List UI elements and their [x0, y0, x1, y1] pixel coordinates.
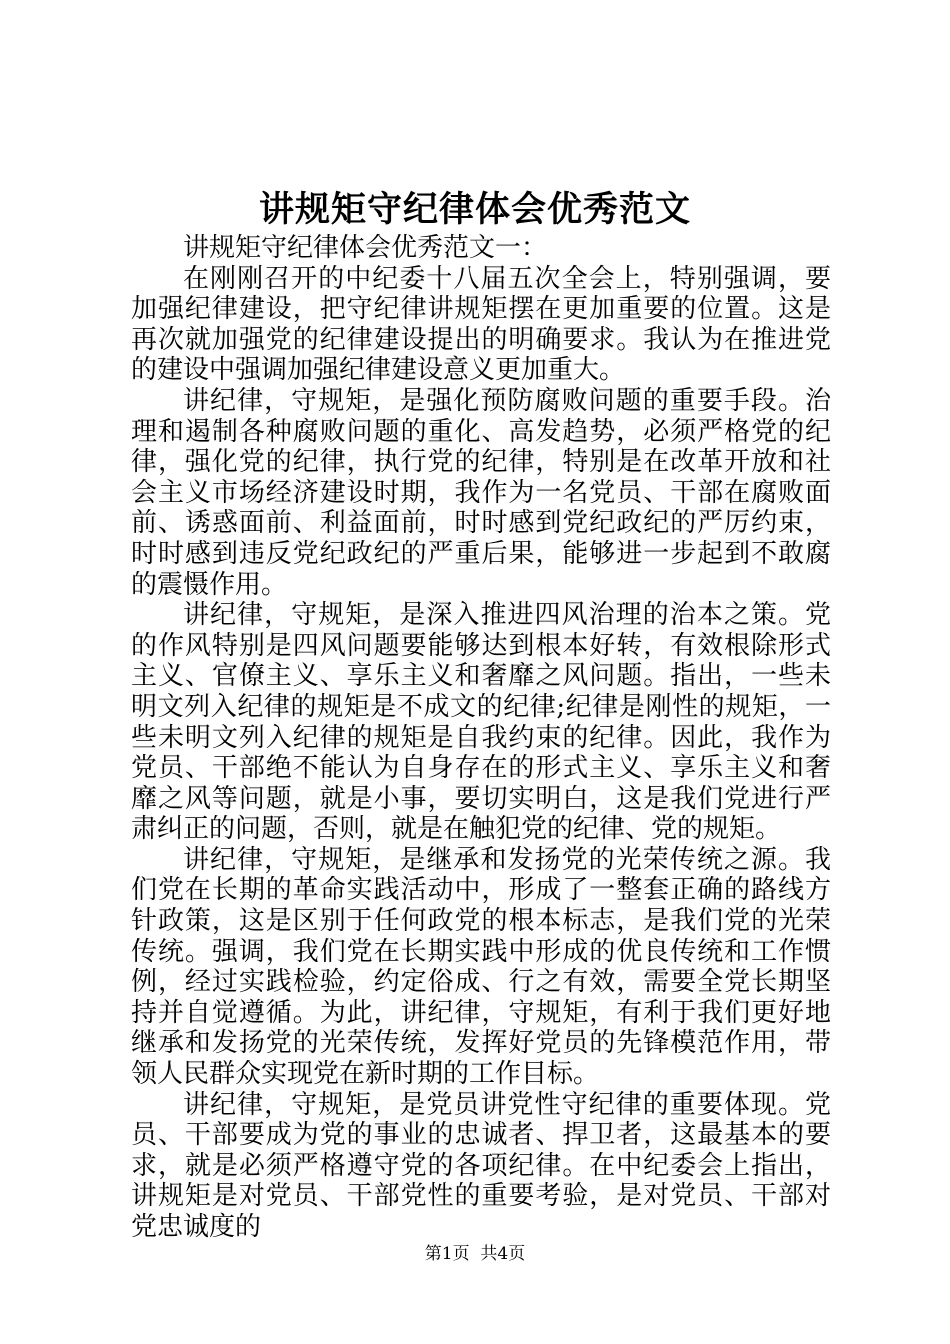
page-number: 第1页 共4页: [424, 1244, 526, 1264]
paragraph-3: 讲纪律，守规矩，是深入推进四风治理的治本之策。党的作风特别是四风问题要能够达到根本好转，有效根除形式主义、官僚主义、享乐主义和奢靡之风问题。指出，一些未明文列入纪律的规矩是不成文的纪律;纪律是刚性的规矩，一些未明文列入纪律的规矩是自我约束的纪律。因此，我作为党员、干部绝不能认为自身存在的形式主义、享乐主义和奢靡之风等问题，就是小事，要切实明白，这是我们党进行严肃纠正的问题，否则，就是在触犯党的纪律、党的规矩。: [131, 600, 831, 845]
paragraph-intro: 讲规矩守纪律体会优秀范文一：: [183, 233, 548, 263]
page-footer: [0, 1242, 950, 1266]
paragraph-4: 讲纪律，守规矩，是继承和发扬党的光荣传统之源。我们党在长期的革命实践活动中，形成了一整套正确的路线方针政策，这是区别于任何政党的根本标志，是我们党的光荣传统。强调，我们党在长期实践中形成的优良传统和工作惯例，经过实践检验，约定俗成、行之有效，需要全党长期坚持并自觉遵循。为此，讲纪律，守规矩，有利于我们更好地继承和发扬党的光荣传统，发挥好党员的先锋模范作用，带领人民群众实现党在新时期的工作目标。: [131, 844, 831, 1090]
paragraph-1: 在刚刚召开的中纪委十八届五次全会上，特别强调，要加强纪律建设，把守纪律讲规矩摆在更加重要的位置。这是再次就加强党的纪律建设提出的明确要求。我认为在推进党的建设中强调加强纪律建设意义更加重大。: [131, 263, 831, 386]
document-body: [131, 233, 831, 1243]
paragraph-5: 讲纪律，守规矩，是党员讲党性守纪律的重要体现。党员、干部要成为党的事业的忠诚者、捍卫者，这最基本的要求，就是必须严格遵守党的各项纪律。在中纪委会上指出，讲规矩是对党员、干部党性的重要考验，是对党员、干部对党忠诚度的: [131, 1089, 831, 1242]
paragraph-2: 讲纪律，守规矩，是强化预防腐败问题的重要手段。治理和遏制各种腐败问题的重化、高发趋势，必须严格党的纪律，强化党的纪律，执行党的纪律，特别是在改革开放和社会主义市场经济建设时期，我作为一名党员、干部在腐败面前、诱惑面前、利益面前，时时感到党纪政纪的严厉约束，时时感到违反党纪政纪的严重后果，能够进一步起到不敢腐的震慑作用。: [131, 385, 831, 600]
document-title: 讲规矩守纪律体会优秀范文: [258, 189, 691, 230]
